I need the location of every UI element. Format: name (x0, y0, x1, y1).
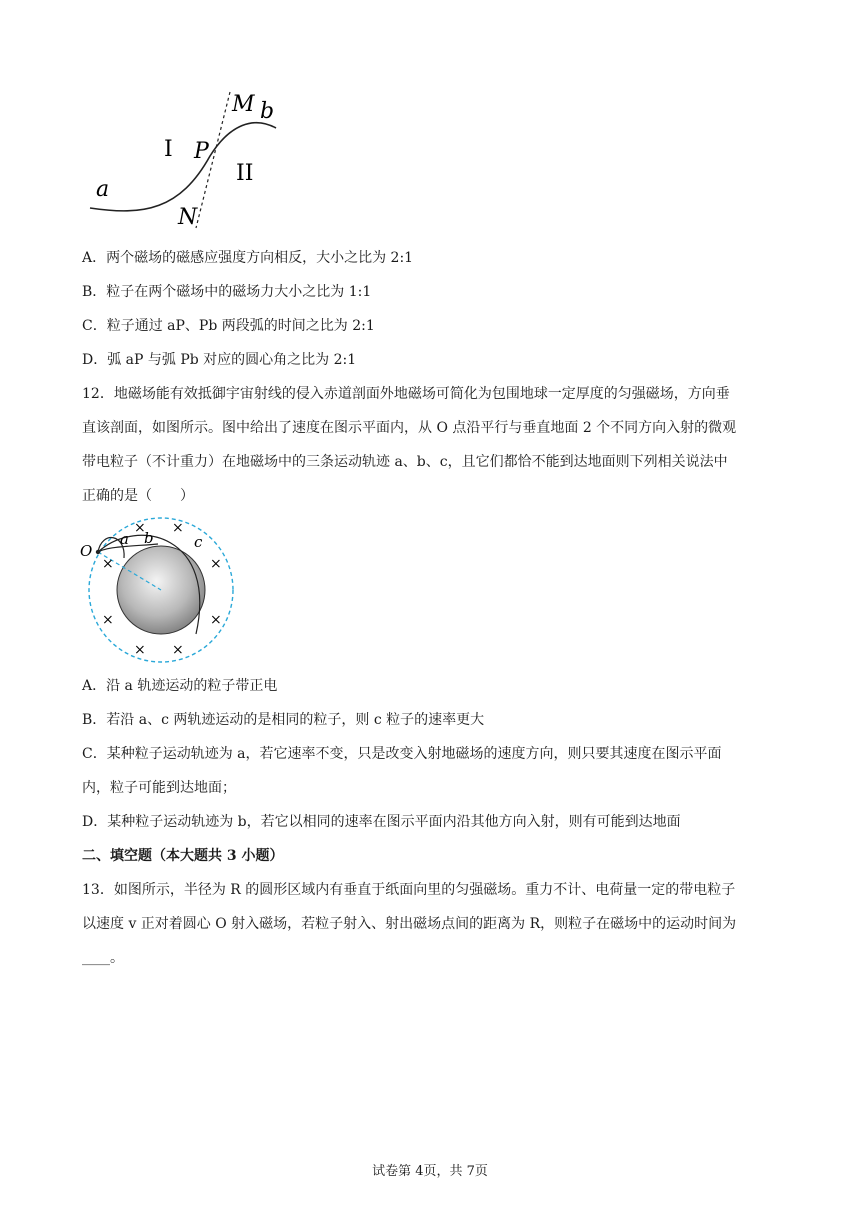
point-O (96, 550, 100, 554)
q12-stem-line1: 12．地磁场能有效抵御宇宙射线的侵入赤道剖面外地磁场可简化为包围地球一定厚度的匀强磁场，方向垂 (82, 386, 730, 402)
x-mark: × (172, 642, 184, 658)
figure-earth-magnetic-field (78, 516, 244, 664)
x-mark: × (134, 642, 146, 658)
q12-option-c-line1: C．某种粒子运动轨迹为 a，若它速率不变，只是改变入射地磁场的速度方向，则只要其速度在图示平面 (82, 746, 722, 762)
label-P: P (194, 139, 209, 164)
q12-stem-line2: 直该剖面，如图所示。图中给出了速度在图示平面内，从 O 点沿平行与垂直地面 2 个不同方向入射的微观 (82, 420, 737, 436)
q12-option-d: D．某种粒子运动轨迹为 b，若它以相同的速率在图示平面内沿其他方向入射，则有可能到达地面 (82, 814, 681, 830)
label-b: b (260, 99, 275, 124)
x-mark: × (134, 520, 146, 536)
q12-option-c-line2: 内，粒子可能到达地面； (82, 780, 236, 796)
q12-stem-line4: 正确的是（ ） (82, 488, 194, 504)
label-M: M (232, 92, 255, 117)
q12-option-a: A．沿 a 轨迹运动的粒子带正电 (82, 678, 278, 694)
x-mark: × (210, 556, 222, 572)
q11-option-d: D．弧 aP 与弧 Pb 对应的圆心角之比为 2:1 (82, 352, 357, 368)
label-b: b (144, 529, 154, 547)
label-II: II (236, 161, 254, 186)
section-heading-fill-in: 二、填空题（本大题共 3 小题） (82, 848, 284, 864)
q11-option-a: A．两个磁场的磁感应强度方向相反，大小之比为 2:1 (82, 250, 414, 266)
q11-option-b: B．粒子在两个磁场中的磁场力大小之比为 1:1 (82, 284, 372, 300)
x-mark: × (102, 612, 114, 628)
x-mark: × (210, 612, 222, 628)
page-footer: 试卷第 4页，共 7页 (372, 1164, 488, 1179)
figure-trajectory-two-fields (84, 86, 284, 230)
q11-option-c: C．粒子通过 aP、Pb 两段弧的时间之比为 2:1 (82, 318, 375, 334)
q12-stem-line3: 带电粒子（不计重力）在地磁场中的三条运动轨迹 a、b、c，且它们都恰不能到达地面则下列相关说法中 (82, 454, 728, 470)
q13-stem-line2: 以速度 v 正对着圆心 O 射入磁场，若粒子射入、射出磁场点间的距离为 R，则粒子在磁场中的运动时间为 (82, 916, 737, 932)
label-c: c (194, 533, 203, 551)
label-I: I (164, 137, 173, 162)
label-O: O (80, 542, 93, 560)
x-mark: × (102, 556, 114, 572)
label-N: N (178, 205, 198, 230)
x-mark: × (172, 520, 184, 536)
q13-stem-line3: ____。 (82, 950, 124, 966)
q13-stem-line1: 13．如图所示，半径为 R 的圆形区域内有垂直于纸面向里的匀强磁场。重力不计、电荷量一定的带电粒子 (82, 882, 736, 898)
q12-option-b: B．若沿 a、c 两轨迹运动的是相同的粒子，则 c 粒子的速率更大 (82, 712, 485, 728)
label-a: a (120, 530, 129, 548)
label-a: a (96, 177, 110, 202)
